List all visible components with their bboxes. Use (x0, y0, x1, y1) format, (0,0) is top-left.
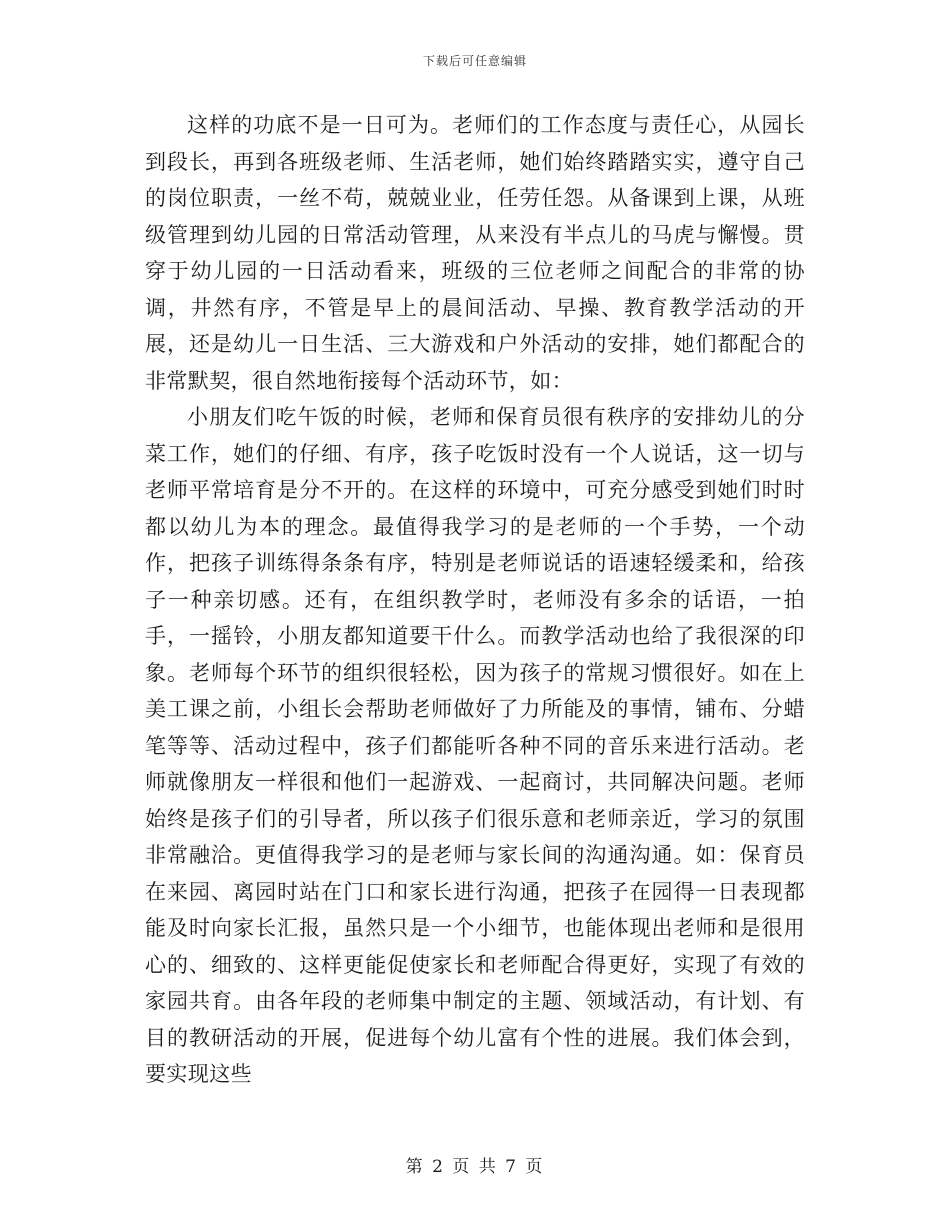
paragraph-1: 这样的功底不是一日可为。老师们的工作态度与责任心，从园长到段长，再到各班级老师、生活老师，她们始终踏踏实实，遵守自己的岗位职责，一丝不苟，兢兢业业，任劳任怨。从备课到上课，从班级管理到幼儿园的日常活动管理，从来没有半点儿的马虎与懈慢。贯穿于幼儿园的一日活动看来，班级的三位老师之间配合的非常的协调，井然有序，不管是早上的晨间活动、早操、教育教学活动的开展，还是幼儿一日生活、三大游戏和户外活动的安排，她们都配合的非常默契，很自然地衔接每个活动环节，如： (145, 113, 805, 393)
page-header: 下载后可任意编辑 (422, 54, 527, 68)
page-number: 第 2 页 共 7 页 (405, 1157, 545, 1177)
paragraph-2: 小朋友们吃午饭的时候，老师和保育员很有秩序的安排幼儿的分菜工作，她们的仔细、有序，孩子吃饭时没有一个人说话，这一切与老师平常培育是分不开的。在这样的环境中，可充分感受到她们时时都以幼儿为本的理念。最值得我学习的是老师的一个手势，一个动作，把孩子训练得条条有序，特别是老师说话的语速轻缓柔和，给孩子一种亲切感。还有，在组织教学时，老师没有多余的话语，一拍手，一摇铃，小朋友都知道要干什么。而教学活动也给了我很深的印象。老师每个环节的组织很轻松，因为孩子的常规习惯很好。如在上美工课之前，小组长会帮助老师做好了力所能及的事情，铺布、分蜡笔等等、活动过程中，孩子们都能听各种不同的音乐来进行活动。老师就像朋友一样很和他们一起游戏、一起商讨，共同解决问题。老师始终是孩子们的引导者，所以孩子们很乐意和老师亲近，学习的氛围非常融洽。更值得我学习的是老师与家长间的沟通沟通。如：保育员在来园、离园时站在门口和家长进行沟通，把孩子在园得一日表现都能及时向家长汇报，虽然只是一个小细节，也能体现出老师和是很用心的、细致的、这样更能促使家长和老师配合得更好，实现了有效的家园共育。由各年段的老师集中制定的主题、领域活动，有计划、有目的教研活动的开展，促进每个幼儿富有个性的进展。我们体会到，要实现这些 (145, 405, 805, 1086)
document-body (145, 107, 805, 1093)
